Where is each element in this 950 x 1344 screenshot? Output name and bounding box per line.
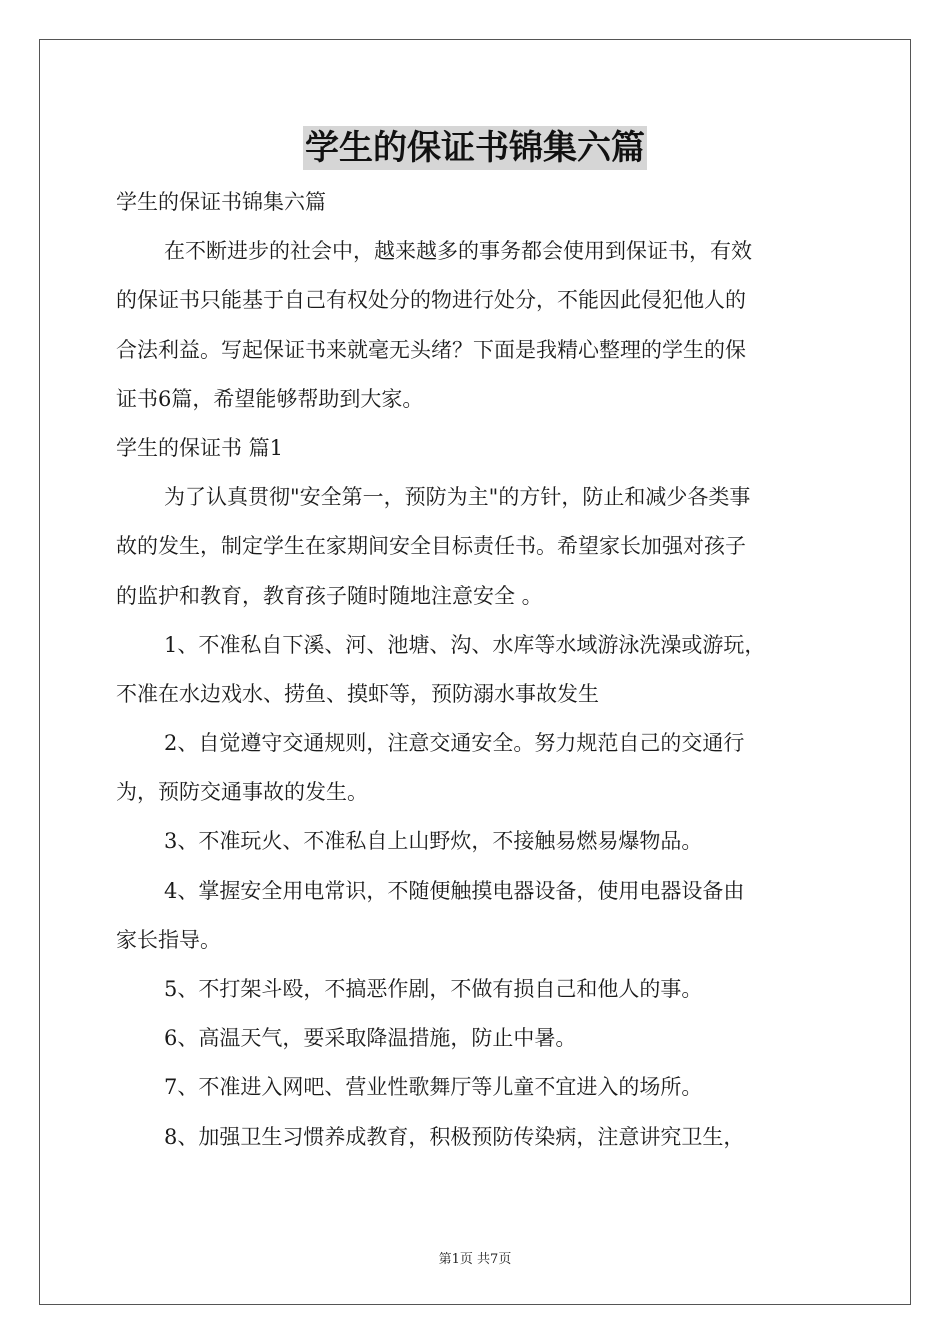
text-line: 在不断进步的社会中，越来越多的事务都会使用到保证书，有效 (164, 239, 752, 264)
title-container (0, 126, 950, 170)
text-line: 6、高温天气，要采取降温措施，防止中暑。 (164, 1026, 577, 1051)
document-body (116, 178, 836, 1162)
text-line: 2、自觉遵守交通规则，注意交通安全。努力规范自己的交通行 (164, 731, 745, 756)
text-line: 3、不准玩火、不准私自上山野炊，不接触易燃易爆物品。 (164, 829, 703, 854)
text-line: 的监护和教育，教育孩子随时随地注意安全 。 (116, 583, 543, 608)
text-line: 5、不打架斗殴，不搞恶作剧，不做有损自己和他人的事。 (164, 977, 703, 1001)
text-line: 8、加强卫生习惯养成教育，积极预防传染病，注意讲究卫生， (164, 1124, 745, 1149)
text-line: 学生的保证书 篇1 (116, 435, 284, 460)
text-line: 学生的保证书锦集六篇 (116, 190, 326, 214)
text-line: 1、不准私自下溪、河、池塘、沟、水库等水域游泳洗澡或游玩， (164, 632, 766, 657)
text-line: 家长指导。 (116, 927, 221, 952)
text-line: 证书6篇，希望能够帮助到大家。 (116, 386, 424, 411)
text-line: 故的发生，制定学生在家期间安全目标责任书。希望家长加强对孩子 (116, 534, 746, 559)
text-line: 的保证书只能基于自己有权处分的物进行处分，不能因此侵犯他人的 (116, 288, 746, 313)
text-line: 为，预防交通事故的发生。 (116, 780, 368, 805)
text-line: 不准在水边戏水、捞鱼、摸虾等，预防溺水事故发生 (116, 681, 599, 706)
text-line: 为了认真贯彻"安全第一，预防为主"的方针，防止和减少各类事 (164, 485, 751, 510)
page-footer: 第1页 共7页 (438, 1252, 512, 1267)
text-line: 合法利益。写起保证书来就毫无头绪？下面是我精心整理的学生的保 (116, 337, 746, 362)
text-line: 7、不准进入网吧、营业性歌舞厅等儿童不宜进入的场所。 (164, 1075, 703, 1100)
document-title: 学生的保证书锦集六篇 (305, 128, 645, 168)
text-line: 4、掌握安全用电常识，不随便触摸电器设备，使用电器设备由 (164, 878, 745, 903)
